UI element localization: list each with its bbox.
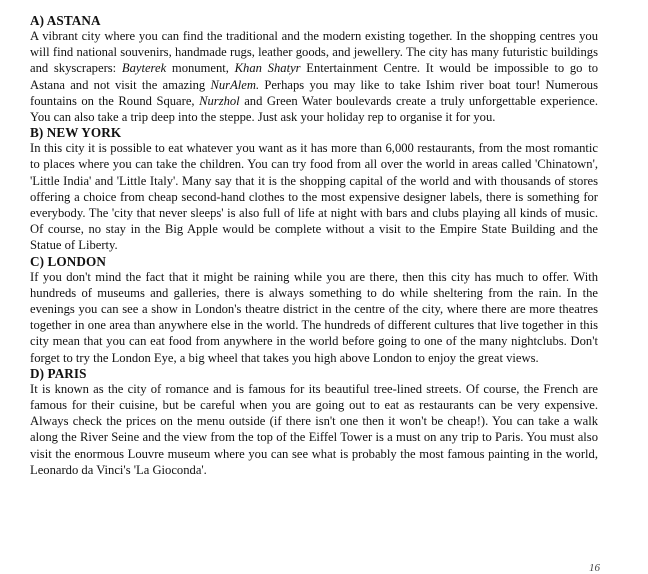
section-paragraph: If you don't mind the fact that it might be raining while you are there, then this city has much to offer. With hundreds of museums and galleries, there is always something to do while sheltering from the rain. In the evenings you can see a show in London's theatre district in the centre of the city, where there are more theatres together in one area than anywhere else in the world. The hundreds of different cultures that live together in this city mean that you can eat food from anywhere in the world before going to one of the many nightclubs. Don't forget to try the London Eye, a big wheel that takes you high above London to enjoy the great views.	[30, 269, 598, 365]
section-heading: C) LONDON	[30, 253, 106, 269]
section-heading: A) ASTANA	[30, 13, 101, 28]
italic-term: Bayterek	[121, 61, 167, 76]
italic-term: NurAlem.	[210, 77, 260, 92]
section-new-york	[30, 125, 598, 253]
section-paris	[30, 366, 598, 478]
page-number: 16	[589, 562, 600, 574]
section-paragraph: A vibrant city where you can find the traditional and the modern existing together. In the shopping centres you will find national souvenirs, handmade rugs, leather goods, and jewellery. The city has many futuristic buildings and skyscrapers: Bayterek monument, Khan Shatyr Entertainment Centre. It would be impossible to go to Astana and not visit the amazing NurAlem. Perhaps you may like to take Ishim river boat tour! Numerous fountains on the Round Square, Nurzhol and Green Water boulevards create a truly unforgettable experience. You can also take a trip deep into the steppe. Just ask your holiday rep to organise it for you.	[30, 29, 598, 125]
document-page	[30, 13, 598, 478]
italic-term: Khan Shatyr	[234, 61, 301, 76]
section-london	[30, 254, 598, 366]
section-astana	[30, 13, 598, 125]
section-heading: D) PARIS	[30, 365, 87, 381]
section-paragraph: In this city it is possible to eat whatever you want as it has more than 6,000 restaurants, from the most romantic to places where you can take the children. You can try food from all over the world in areas called 'Chinatown', 'Little India' and 'Little Italy'. Many say that it is the shopping capital of the world and with thousands of stores offering a choice from cheap second-hand clothes to the most expensive designer labels, there is something for everybody. The 'city that never sleeps' is also full of life at night with bars and clubs playing all kinds of music. Of course, no stay in the Big Apple would be complete without a visit to the Empire State Building and the Statue of Liberty.	[30, 141, 598, 253]
section-heading: B) NEW YORK	[30, 125, 122, 141]
italic-term: Nurzhol	[199, 93, 240, 108]
section-paragraph: It is known as the city of romance and is famous for its beautiful tree-lined streets. Of course, the French are famous for their cuisine, but be careful when you are going out to eat as restaurants can be very expensive. Always check the prices on the menu outside (if there isn't one then it won't be cheap!). You can take a walk along the River Seine and the view from the top of the Eiffel Tower is a must on any trip to Paris. You must also visit the enormous Louvre museum where you can see what is probably the most famous painting in the world, Leonardo da Vinci's 'La Gioconda'.	[30, 381, 598, 477]
